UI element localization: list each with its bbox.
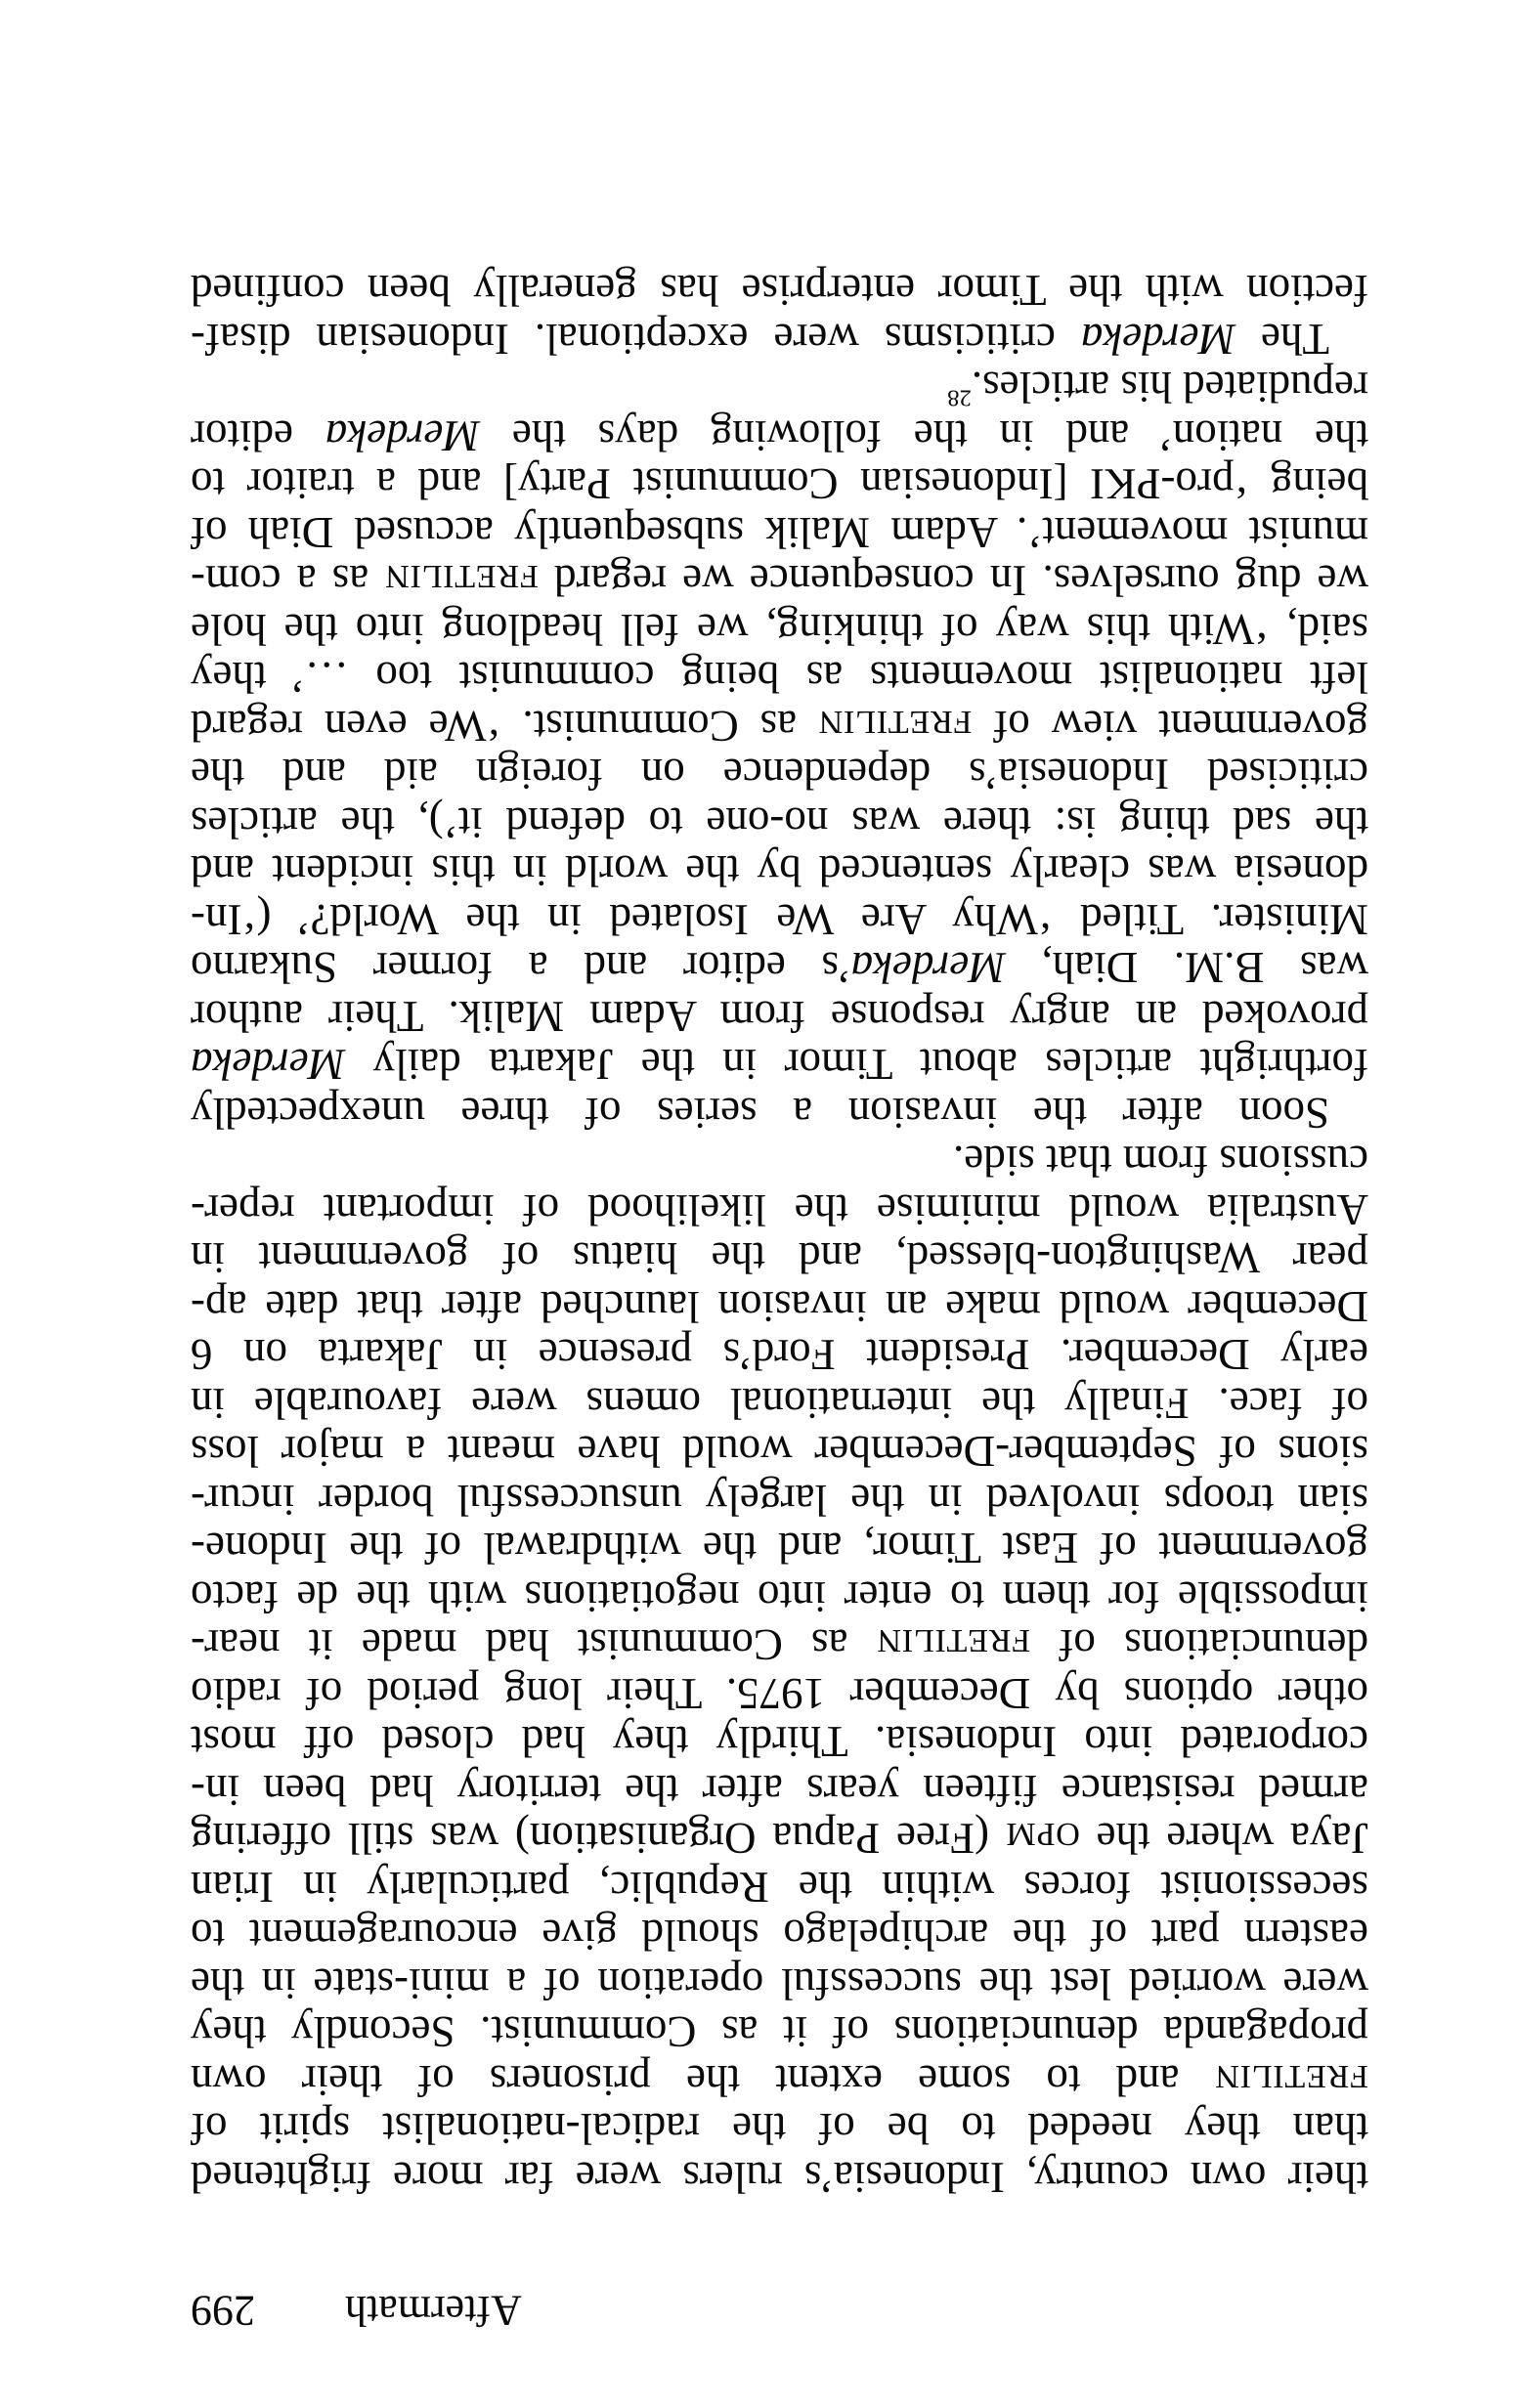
- line-text: the nation’ and in the following days the: [480, 411, 1368, 460]
- paragraph-last-line: [191, 363, 1368, 411]
- line-text: propaganda denunciations of it as Communist. Secondly they: [191, 2007, 1368, 2057]
- line-text: sions of September-December would have meant a major loss: [191, 1427, 1368, 1477]
- line-text: impossible for them to enter into negotiations with the de facto: [191, 1572, 1368, 1621]
- text-line: [191, 459, 1368, 508]
- text-line: [191, 508, 1368, 557]
- line-text: (Free Papua Organisation) was still offering: [191, 1814, 1006, 1864]
- italic-text: Merdeka: [191, 1040, 346, 1090]
- text-line: [191, 1379, 1368, 1428]
- line-text: government view of: [972, 702, 1368, 751]
- text-line: [191, 556, 1368, 605]
- small-caps-text: FRETILIN: [1214, 2058, 1368, 2094]
- text-line: [191, 2104, 1368, 2153]
- footnote-reference: 28: [947, 385, 972, 412]
- line-text: pear Washington-blessed, and the hiatus of government in: [191, 1233, 1368, 1283]
- line-text: fection with the Timor enterprise has generally been confined: [191, 266, 1368, 316]
- text-line: [191, 411, 1368, 460]
- line-text: December would make an invasion launched after that date ap-: [191, 1282, 1368, 1331]
- line-text: the sad thing is: there was no-one to defend it’), the articles: [191, 798, 1368, 847]
- line-text: editor: [191, 411, 325, 460]
- page-number: 299: [191, 2287, 255, 2335]
- small-caps-text: FRETILIN: [384, 558, 539, 595]
- text-line: [191, 846, 1368, 895]
- text-line: [191, 992, 1368, 1041]
- line-text: of face. Finally the international omens were favourable in: [191, 1379, 1368, 1428]
- line-text: than they needed to be of the radical-nationalist spirit of: [191, 2104, 1368, 2154]
- italic-text: Merdeka: [850, 943, 1006, 993]
- line-text: munist movement’. Adam Malik subsequently accused Diah of: [191, 508, 1368, 557]
- line-text: Australia would minimise the likelihood of important reper-: [191, 1185, 1368, 1234]
- line-text: eastern part of the archipelago should give encouragement to: [191, 1911, 1368, 1960]
- line-text: were worried lest the successful operation of a mini-state in the: [191, 1959, 1368, 2008]
- line-text: being ‘pro-PKI [Indonesian Communist Party] and a traitor to: [191, 459, 1368, 509]
- text-line: [191, 1669, 1368, 1718]
- line-text: cussions from that side.: [953, 1137, 1368, 1186]
- line-text: ’s editor and a former Sukarno: [190, 943, 851, 993]
- text-line: [191, 1572, 1368, 1621]
- text-line: [191, 1620, 1368, 1669]
- line-text: Soon after the invasion a series of three unexpectedly: [191, 1089, 1329, 1138]
- small-caps-text: FRETILIN: [876, 1622, 1031, 1659]
- text-line: [191, 1476, 1368, 1525]
- text-line: [191, 1766, 1368, 1815]
- line-text: denunciations of: [1030, 1620, 1368, 1670]
- line-text: secessionist forces within the Republic, particularly in Irian: [191, 1863, 1368, 1912]
- text-line: [191, 266, 1368, 315]
- line-text: The: [1235, 315, 1329, 364]
- paragraph-first-line: [191, 1089, 1368, 1138]
- text-line: [191, 1040, 1368, 1089]
- line-text: early December. President Ford’s presence in Jakarta on 6: [191, 1330, 1368, 1380]
- text-line: [191, 2153, 1368, 2202]
- text-line: [191, 1959, 1368, 2008]
- line-text: as a com-: [190, 556, 385, 606]
- text-line: [191, 1427, 1368, 1476]
- line-text: provoked an angry response from Adam Malik. Their author: [191, 992, 1368, 1041]
- text-line: [191, 1814, 1368, 1863]
- text-line: [191, 1863, 1368, 1912]
- line-text: left nationalist movements as being communist too …’ they: [191, 653, 1368, 703]
- line-text: repudiated his articles.: [971, 363, 1368, 412]
- text-line: [191, 1911, 1368, 1959]
- text-line: [191, 702, 1368, 751]
- paragraph-last-line: [191, 1137, 1368, 1185]
- line-text: Minister. Titled ‘Why Are We Isolated in the World?’ (‘In-: [191, 895, 1368, 944]
- line-text: as Communist. ‘We even regard: [191, 702, 818, 751]
- line-text: as Communist had made it near-: [191, 1620, 877, 1670]
- small-caps-text: FRETILIN: [817, 704, 973, 740]
- text-line: [191, 605, 1368, 654]
- text-line: [191, 1330, 1368, 1379]
- line-text: said, ‘With this way of thinking, we fell headlong into the hole: [191, 605, 1368, 654]
- line-text: corporated into Indonesia. Thirdly they had closed off most: [191, 1717, 1368, 1767]
- line-text: sian troops involved in the largely unsuccessful border incur-: [191, 1476, 1368, 1525]
- text-line: [191, 943, 1368, 992]
- running-head: [191, 2287, 1368, 2335]
- text-line: [191, 750, 1368, 798]
- text-line: [191, 2056, 1368, 2105]
- line-text: was B.M. Diah,: [1005, 943, 1368, 993]
- text-line: [191, 798, 1368, 847]
- text-line: [191, 2007, 1368, 2056]
- line-text: we dug ourselves. In consequence we regard: [538, 556, 1368, 606]
- text-line: [191, 653, 1368, 702]
- text-line: [191, 1185, 1368, 1234]
- line-text: forthright articles about Timor in the Jakarta daily: [345, 1040, 1368, 1090]
- body-text: [191, 266, 1368, 2201]
- line-text: criticisms were exceptional. Indonesian disaf-: [191, 315, 1081, 364]
- running-head-title: Aftermath: [345, 2287, 522, 2335]
- text-line: [191, 1233, 1368, 1282]
- paragraph-first-line: [191, 315, 1368, 364]
- line-text: their own country, Indonesia’s rulers were far more frightened: [191, 2153, 1368, 2202]
- line-text: and to some extent the prisoners of their own: [191, 2056, 1215, 2105]
- line-text: armed resistance fifteen years after the territory had been in-: [191, 1766, 1368, 1815]
- text-line: [191, 895, 1368, 944]
- line-text: other options by December 1975. Their long period of radio: [191, 1669, 1368, 1718]
- line-text: Jaya where the: [1079, 1814, 1368, 1864]
- small-caps-text: OPM: [1005, 1816, 1080, 1853]
- italic-text: Merdeka: [325, 411, 481, 460]
- line-text: government of East Timor, and the withdrawal of the Indone-: [191, 1524, 1368, 1573]
- text-line: [191, 1524, 1368, 1572]
- line-text: criticised Indonesia’s dependence on foreign aid and the: [191, 750, 1368, 799]
- line-text: donesia was clearly sentenced by the world in this incident and: [191, 846, 1368, 896]
- text-line: [191, 1717, 1368, 1766]
- text-line: [191, 1282, 1368, 1331]
- italic-text: Merdeka: [1080, 315, 1236, 364]
